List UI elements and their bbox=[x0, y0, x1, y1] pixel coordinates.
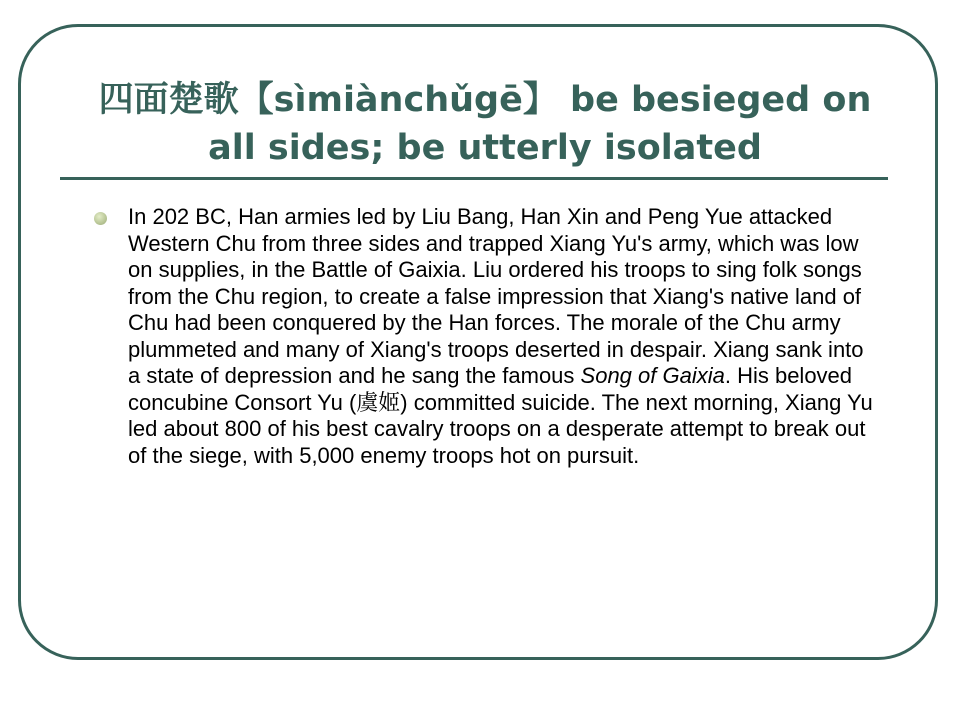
slide-title: 四面楚歌【sìmiànchǔgē】 be besieged on all sides; be utterly isolated bbox=[98, 80, 872, 168]
bullet-item-battle-of-gaixia bbox=[94, 204, 878, 469]
song-title-italic: Song of Gaixia bbox=[580, 363, 725, 388]
body-text-conclusion: . His beloved concubine Consort Yu (虞姬) committed suicide. The next morning, Xiang Yu led about 800 of his best cavalry troops on a desperate attempt to break out of the siege, with 5,000 enemy troops hot on pursuit. bbox=[128, 363, 873, 468]
bullet-list bbox=[94, 204, 878, 469]
body-text-intro: In 202 BC, Han armies led by Liu Bang, Han Xin and Peng Yue attacked Western Chu from three sides and trapped Xiang Yu's army, which was low on supplies, in the Battle of Gaixia. Liu ordered his troops to sing folk songs from the Chu region, to create a false impression that Xiang's native land of Chu had been conquered by the Han forces. The morale of the Chu army plummeted and many of Xiang's troops deserted in despair. Xiang sank into a state of depression and he sang the famous bbox=[128, 204, 864, 388]
bullet-point-icon bbox=[94, 212, 107, 225]
title-underline-divider bbox=[60, 177, 888, 180]
